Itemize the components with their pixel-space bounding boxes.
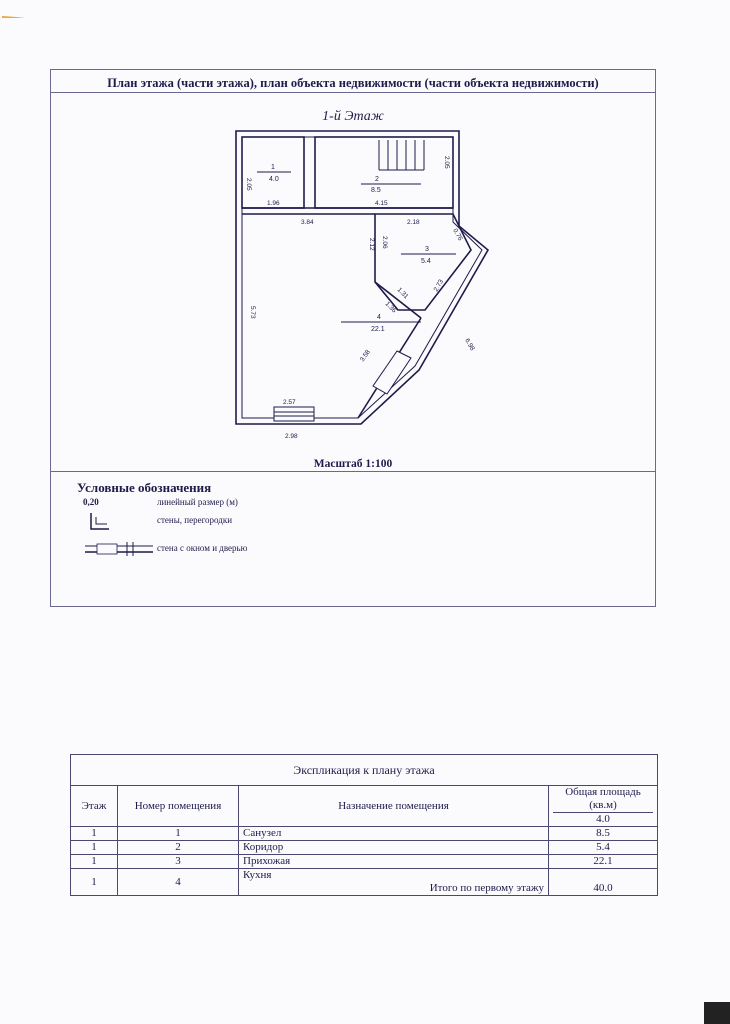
dim-label: 6.98: [463, 337, 476, 352]
header-area: [549, 786, 658, 827]
dim-label: 0.76: [451, 227, 464, 242]
dim-label: 3.84: [301, 219, 314, 226]
floor-plan-drawing: [231, 126, 551, 456]
floor-plan-frame: [50, 69, 656, 607]
title-divider: [51, 92, 655, 93]
dim-label: 2.57: [283, 399, 296, 406]
row-number: 4: [118, 869, 239, 896]
legend-size-text: линейный размер (м): [157, 497, 238, 507]
room-2-outline: [315, 137, 453, 208]
dim-label: 2.73: [432, 278, 446, 293]
dim-label: 2.98: [285, 433, 298, 440]
room-4-number: 4: [377, 314, 381, 321]
scale-label: Масштаб 1:100: [313, 458, 393, 470]
table-row: [71, 841, 658, 855]
legend-divider: [51, 471, 655, 472]
row-purpose-cell: [239, 869, 549, 896]
row-area: 40.0: [549, 869, 658, 896]
header-area-label: Общая площадь (кв.м): [565, 786, 641, 811]
row-floor: 1: [71, 841, 118, 855]
dim-label: 2.06: [381, 236, 388, 249]
row-area: 5.4: [549, 841, 658, 855]
explication-caption: Экспликация к плану этажа: [71, 755, 658, 786]
wall-symbol-icon: [87, 511, 111, 533]
dim-label: 2.12: [368, 238, 375, 251]
legend-title: Условные обозначения: [77, 480, 212, 495]
legend-window-text: стена с окном и дверью: [157, 543, 248, 553]
stairs-icon: [379, 140, 424, 170]
row-area: 22.1: [549, 855, 658, 869]
room-3-area: 5.4: [421, 258, 431, 265]
row-floor: 1: [71, 827, 118, 841]
table-row: [71, 869, 658, 896]
legend-walls-text: стены, перегородки: [157, 515, 233, 525]
row-floor: 1: [71, 869, 118, 896]
room-3-number: 3: [425, 246, 429, 253]
total-label: Итого по первому этажу: [429, 882, 544, 894]
header-area-value: 4.0: [553, 812, 653, 826]
dim-label: 2.18: [407, 219, 420, 226]
dim-label: 3.58: [358, 348, 372, 364]
table-row: [71, 855, 658, 869]
plan-title: План этажа (части этажа), план объекта недвижимости (части объекта недвижимости): [107, 76, 599, 90]
row-number: 2: [118, 841, 239, 855]
orange-pen-mark: [0, 14, 44, 18]
dim-label: 1.31: [395, 286, 410, 301]
room-4-area: 22.1: [371, 326, 385, 333]
row-purpose: Санузел: [239, 827, 549, 841]
header-room-number: Номер помещения: [118, 786, 239, 827]
row-floor: 1: [71, 855, 118, 869]
room-1-number: 1: [271, 164, 275, 171]
dim-label: 1.96: [267, 200, 280, 207]
header-floor: Этаж: [71, 786, 118, 827]
row-purpose: Кухня: [243, 869, 272, 881]
dim-label: 2.05: [245, 178, 252, 191]
table-row: [71, 827, 658, 841]
row-number: 3: [118, 855, 239, 869]
room-1-area: 4.0: [269, 176, 279, 183]
dim-label: 5.73: [249, 306, 256, 319]
row-purpose: Прихожая: [239, 855, 549, 869]
window-door-symbol-icon: [85, 540, 155, 558]
dim-label: 1.36: [383, 300, 398, 315]
row-purpose: Коридор: [239, 841, 549, 855]
room-2-area: 8.5: [371, 187, 381, 194]
corner-thumbnail: [704, 1002, 730, 1024]
floor-label: 1-й Этаж: [322, 109, 384, 124]
explication-table: [70, 754, 658, 896]
row-number: 1: [118, 827, 239, 841]
legend-size-value: 0,20: [83, 497, 99, 507]
room-2-number: 2: [375, 176, 379, 183]
header-purpose: Назначение помещения: [239, 786, 549, 827]
dim-label: 2.05: [443, 156, 450, 169]
dim-label: 4.15: [375, 200, 388, 207]
row-area: 8.5: [549, 827, 658, 841]
